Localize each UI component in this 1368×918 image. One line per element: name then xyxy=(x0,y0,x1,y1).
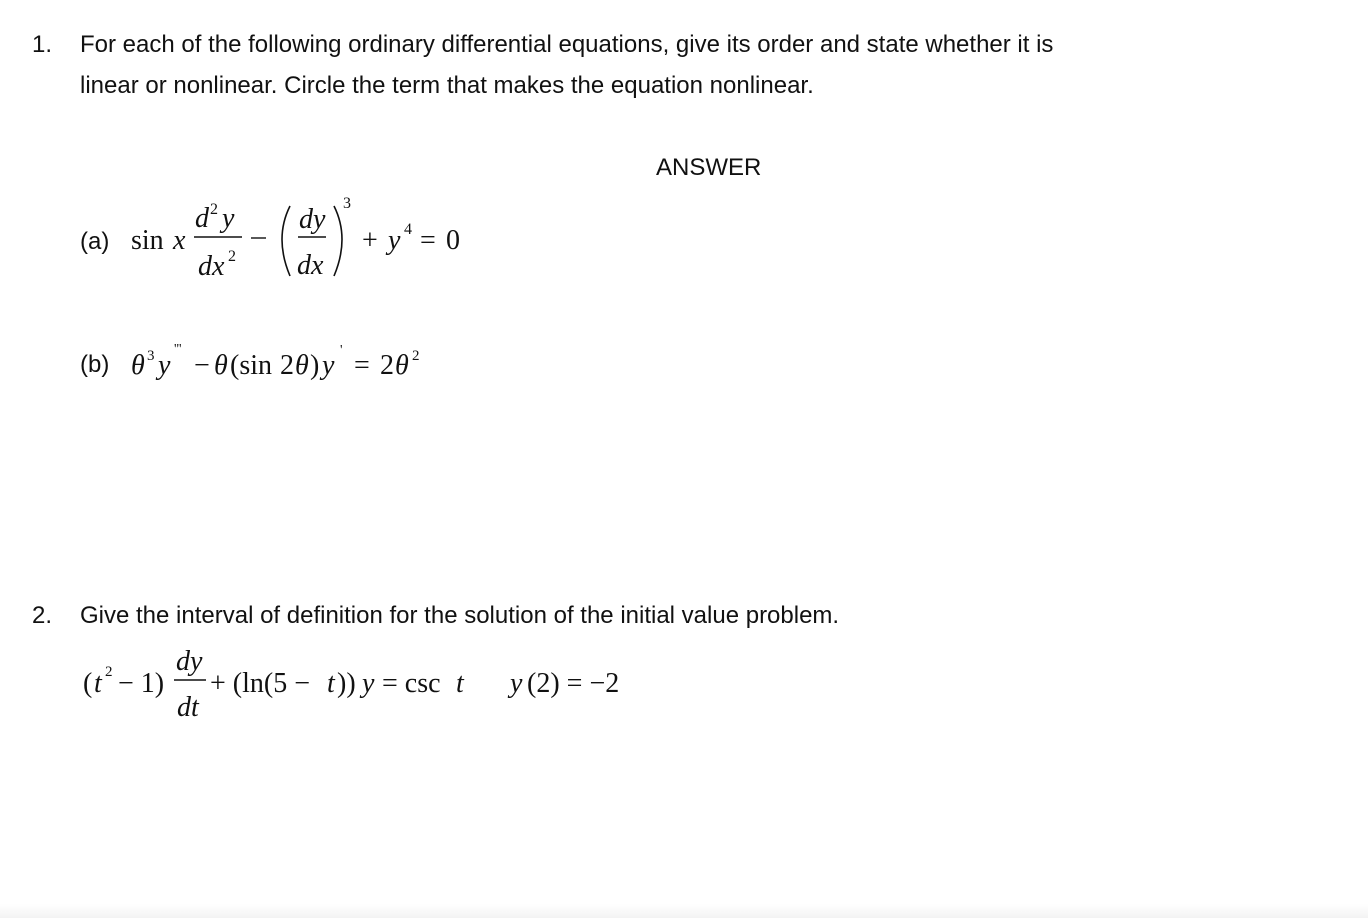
question-2-number: 2. xyxy=(32,602,53,629)
svg-text:y: y xyxy=(322,350,335,381)
svg-text:dx: dx xyxy=(198,251,225,282)
svg-text:t: t xyxy=(456,668,464,699)
question-1-line-1: For each of the following ordinary differential equations, give its order and state whether it is xyxy=(80,31,1054,58)
svg-text:− 1): − 1) xyxy=(118,668,165,699)
svg-text:=: = xyxy=(354,350,370,381)
svg-text:y: y xyxy=(388,225,401,256)
svg-text:t: t xyxy=(94,668,102,699)
svg-text:sin: sin xyxy=(131,225,164,256)
svg-text:2: 2 xyxy=(105,664,113,680)
svg-text:+: + xyxy=(362,225,378,256)
svg-text:(: ( xyxy=(83,668,93,699)
equation-b xyxy=(128,336,458,386)
svg-text:4: 4 xyxy=(404,221,412,238)
equation-2 xyxy=(80,640,650,730)
svg-text:=: = xyxy=(420,225,436,256)
svg-text:3: 3 xyxy=(147,348,155,364)
svg-text:t: t xyxy=(327,668,335,699)
svg-text:0: 0 xyxy=(446,225,460,256)
svg-text:θ: θ xyxy=(395,350,409,381)
svg-text:+ (ln(5 −: + (ln(5 − xyxy=(210,668,311,699)
svg-text:y: y xyxy=(362,668,375,699)
equation-a xyxy=(128,190,478,290)
svg-text:dy: dy xyxy=(176,646,203,677)
svg-text:2: 2 xyxy=(380,350,394,381)
svg-text:−: − xyxy=(194,350,210,381)
svg-text:θ: θ xyxy=(131,350,145,381)
svg-text:': ' xyxy=(340,343,343,358)
svg-text:2: 2 xyxy=(228,248,236,265)
svg-text:(2) = −2: (2) = −2 xyxy=(527,668,620,699)
question-2-line-1: Give the interval of definition for the solution of the initial value problem. xyxy=(80,602,840,629)
svg-text:y: y xyxy=(510,668,523,699)
svg-text:''': ''' xyxy=(174,342,182,357)
svg-text:θ: θ xyxy=(214,350,228,381)
svg-text:dx: dx xyxy=(297,250,324,281)
question-1-text xyxy=(80,24,1260,106)
svg-text:)): )) xyxy=(337,668,356,699)
svg-text:y: y xyxy=(222,203,235,234)
svg-text:x: x xyxy=(173,225,186,256)
question-2-text xyxy=(80,595,1260,636)
page-bottom-edge xyxy=(0,904,1368,918)
answer-label: ANSWER xyxy=(656,154,762,181)
svg-text:y: y xyxy=(158,350,171,381)
svg-text:θ: θ xyxy=(295,350,309,381)
svg-text:= csc: = csc xyxy=(382,668,441,699)
part-b-label: (b) xyxy=(80,351,110,378)
svg-text:dt: dt xyxy=(177,692,199,723)
svg-text:3: 3 xyxy=(343,195,351,212)
svg-text:d: d xyxy=(195,203,209,234)
svg-text:2: 2 xyxy=(412,348,420,364)
svg-text:2: 2 xyxy=(210,201,218,218)
svg-text:(sin: (sin xyxy=(230,350,272,381)
svg-text:dy: dy xyxy=(299,204,326,235)
question-1-line-2: linear or nonlinear. Circle the term that makes the equation nonlinear. xyxy=(80,72,814,99)
svg-text:): ) xyxy=(310,350,320,381)
svg-text:2: 2 xyxy=(280,350,294,381)
part-a-label: (a) xyxy=(80,228,110,255)
question-1-number: 1. xyxy=(32,31,53,58)
